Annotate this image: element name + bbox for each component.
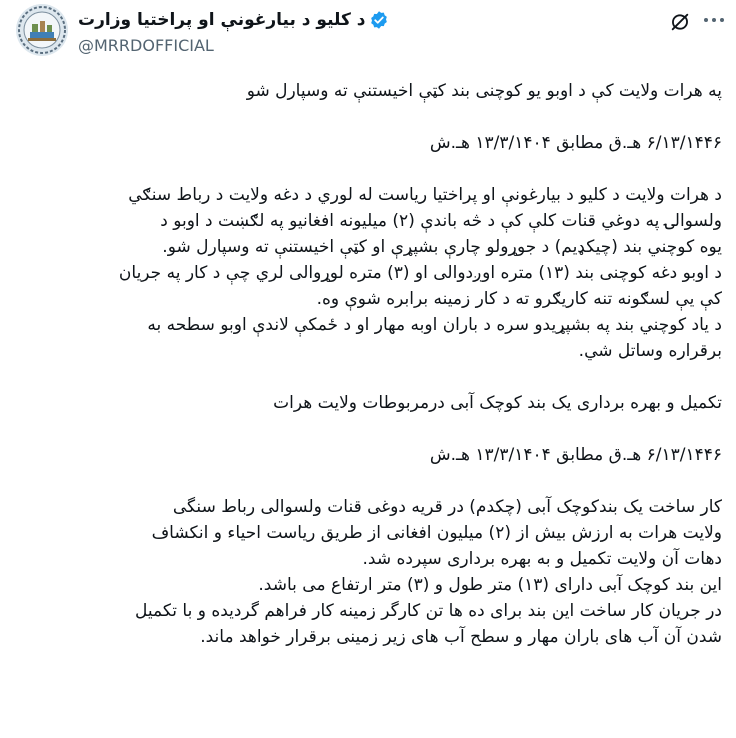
user-handle[interactable]: @MRRDOFFICIAL xyxy=(78,36,214,55)
tweet-line xyxy=(16,364,722,390)
tweet-line: در جریان کار ساخت این بند برای ده ها تن کارگر زمینه کار فراهم گردیده و با تکمیل xyxy=(135,601,722,621)
tweet-line xyxy=(16,416,722,442)
name-row xyxy=(78,6,389,34)
avatar[interactable] xyxy=(16,4,68,56)
tweet-line: این بند کوچک آبی دارای (۱۳) متر طول و (۳) متر ارتفاع می باشد. xyxy=(258,575,722,595)
more-options-button[interactable] xyxy=(700,8,728,32)
tweet-line: د هرات ولایت د کلیو د بیارغونې او پراختیا ریاست له لوري د دغه ولایت د رباط سنګي xyxy=(128,185,722,205)
tweet-line: دهات آن ولایت تکمیل و به بهره برداری سپرده شد. xyxy=(362,549,722,569)
tweet-line xyxy=(16,156,722,182)
tweet-line: ۶/۱۳/۱۴۴۶ هـ.ق مطابق ۱۳/۳/۱۴۰۴ هـ.ش xyxy=(429,133,722,153)
grok-button[interactable] xyxy=(668,10,692,34)
tweet-line xyxy=(16,468,722,494)
tweet-line: شدن آن آب های باران مهار و سطح آب های زیر زمینی برقرار خواهد ماند. xyxy=(200,627,722,647)
more-horizontal-icon xyxy=(703,17,725,23)
tweet-line: تکمیل و بهره برداری یک بند کوچک آبی درمربوطات ولایت هرات xyxy=(273,393,722,413)
ministry-logo-icon xyxy=(16,4,68,56)
tweet-line: په هرات ولایت کې د اوبو یو کوچنی بند کټې اخیستنې ته وسپارل شو xyxy=(246,81,722,101)
grok-slash-icon xyxy=(669,11,691,33)
tweet-line: کې یې لسګونه تنه کاریګرو ته د کار زمینه برابره شوې وه. xyxy=(316,289,722,309)
tweet-line: د یاد کوچني بند په بشپړیدو سره د باران اوبه مهار او د ځمکې لاندې اوبو سطحه به xyxy=(147,315,722,335)
tweet-line: د اوبو دغه کوچنی بند (۱۳) متره اوږدوالی او (۳) متره لوړوالی لري چې د کار په جریان xyxy=(118,263,722,283)
tweet-line: برقراره وساتل شي. xyxy=(578,341,722,361)
tweet-header xyxy=(0,0,736,62)
tweet-line: ولایت هرات به ارزش بیش از (۲) میلیون افغانی از طریق ریاست احیاء و انکشاف xyxy=(151,523,722,543)
tweet-text xyxy=(16,78,722,650)
tweet-line: ولسوالۍ په دوغي قنات کلې کې د څه باندې (۲) میلیونه افغانیو په لګښت د اوبو د xyxy=(160,211,722,231)
tweet-line: یوه کوچني بند (چیکډیم) د جوړولو چارې بشپړې او کټې اخیستنې ته وسپارل شو. xyxy=(162,237,722,257)
tweet-line xyxy=(16,104,722,130)
tweet-line: ۶/۱۳/۱۴۴۶ هـ.ق مطابق ۱۳/۳/۱۴۰۴ هـ.ش xyxy=(429,445,722,465)
tweet-line: کار ساخت یک بندکوچک آبی (چکدم) در قریه دوغی قنات ولسوالی رباط سنگی xyxy=(172,497,722,517)
display-name[interactable]: د کلیو د بیارغونې او پراختیا وزارت xyxy=(78,10,366,30)
verified-badge-icon xyxy=(369,10,389,30)
